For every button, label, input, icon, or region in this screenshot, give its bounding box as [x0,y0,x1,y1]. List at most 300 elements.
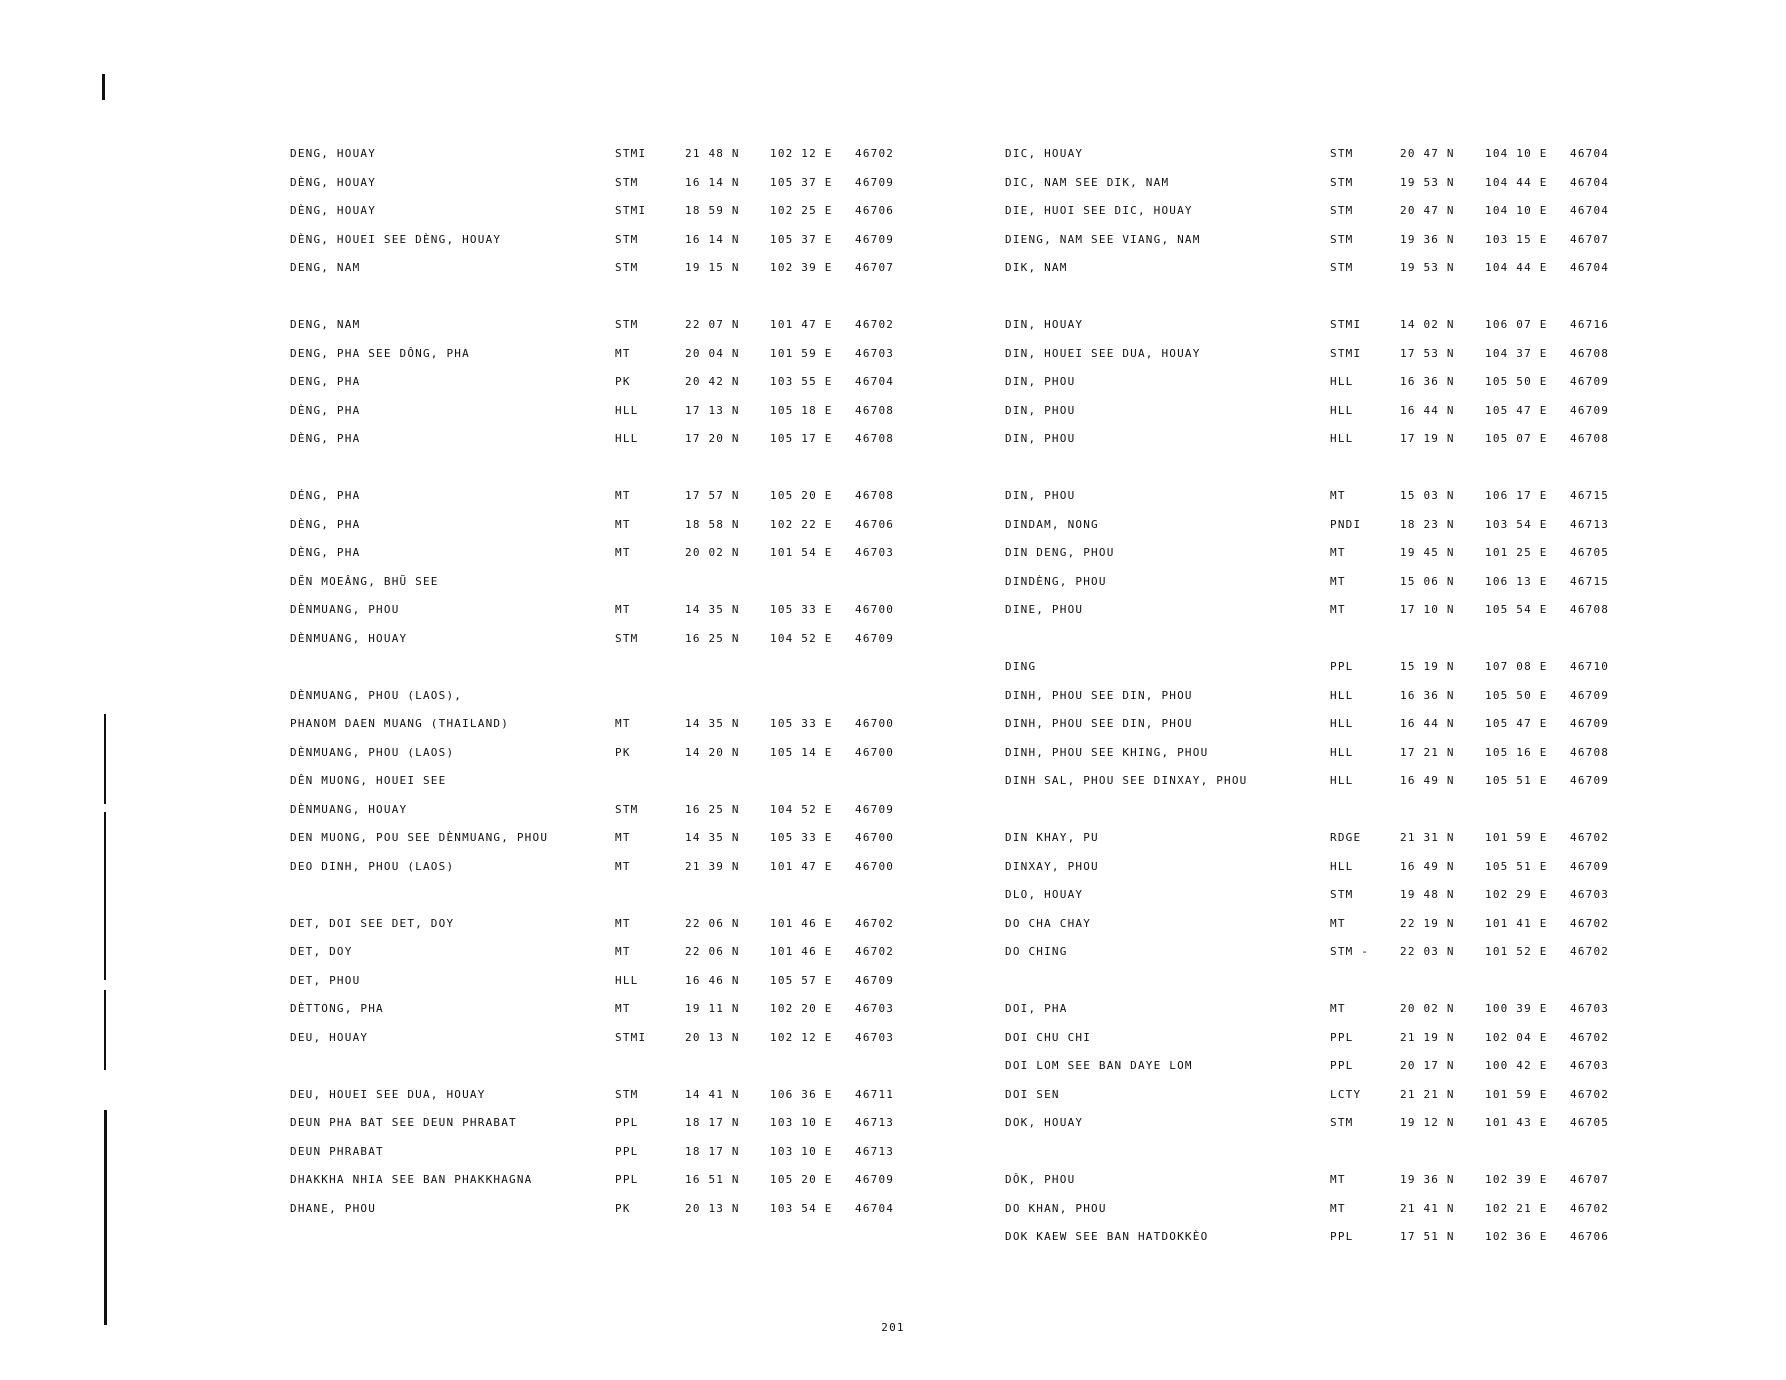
sheet-number: 46707 [1570,1173,1610,1186]
latitude: 20 04 N [685,346,740,360]
sheet-number: 46703 [855,1030,895,1044]
sheet-number: 46709 [855,973,895,987]
sheet-number: 46706 [855,204,895,217]
sheet-number: 46709 [1570,403,1610,417]
gazetteer-entry [290,1202,910,1231]
feature-code: HLL [1330,432,1354,445]
place-name: DẼN MOEÂNG, BHŨ SEE [290,574,439,588]
feature-code: MT [615,346,631,360]
longitude: 101 52 E [1485,945,1548,958]
gazetteer-entry [1005,375,1625,404]
sheet-number: 46709 [1570,774,1610,787]
longitude: 101 47 E [770,859,833,873]
gazetteer-entry [290,261,910,290]
feature-code: MT [1330,1173,1346,1186]
sheet-number: 46705 [1570,546,1610,559]
latitude: 21 31 N [1400,831,1455,844]
latitude: 17 13 N [685,403,740,417]
place-name: DÈNG, PHA [290,403,361,417]
gazetteer-entry [1005,917,1625,946]
place-name: DING [1005,660,1037,673]
place-name: DEO DINH, PHOU (LAOS) [290,859,455,873]
latitude: 20 13 N [685,1201,740,1215]
sheet-number: 46700 [855,859,895,873]
place-name: DINH, PHOU SEE KHING, PHOU [1005,745,1209,759]
entry-spacer [290,888,910,917]
sheet-number: 46709 [1570,859,1610,873]
scan-mark-edge-4 [104,1110,107,1325]
gazetteer-entry [1005,717,1625,746]
feature-code: PPL [1330,1059,1354,1072]
longitude: 105 33 E [770,831,833,844]
place-name: DENG, PHA SEE DÔNG, PHA [290,346,470,360]
latitude: 17 20 N [685,432,740,445]
sheet-number: 46708 [1570,346,1610,360]
gazetteer-entry [1005,147,1625,176]
sheet-number: 46702 [855,147,895,160]
longitude: 103 54 E [1485,517,1548,531]
place-name: DÈNG, HOUAY [290,204,377,217]
place-name: DO CHA CHAY [1005,916,1092,930]
gazetteer-entry [1005,347,1625,376]
place-name: PHANOM DAEN MUANG (THAILAND) [290,717,510,730]
entry-spacer [1005,803,1625,832]
latitude: 18 59 N [685,204,740,217]
longitude: 104 37 E [1485,346,1548,360]
gazetteer-entry [290,689,910,718]
longitude: 105 20 E [770,1173,833,1186]
latitude: 20 13 N [685,1030,740,1044]
latitude: 16 44 N [1400,717,1455,730]
place-name: DOK, HOUAY [1005,1116,1084,1129]
latitude: 17 53 N [1400,346,1455,360]
latitude: 22 03 N [1400,945,1455,958]
feature-code: PK [615,1201,631,1215]
gazetteer-entry [290,774,910,803]
sheet-number: 46707 [1570,232,1610,246]
gazetteer-entry [1005,1002,1625,1031]
gazetteer-entry [1005,774,1625,803]
gazetteer-right-column [1005,147,1625,1259]
feature-code: STM [615,318,639,331]
longitude: 105 20 E [770,489,833,502]
longitude: 105 47 E [1485,403,1548,417]
feature-code: PPL [1330,660,1354,673]
sheet-number: 46703 [855,1002,895,1015]
feature-code: PPL [615,1173,639,1186]
place-name: DENG, NAM [290,261,361,274]
latitude: 21 19 N [1400,1030,1455,1044]
longitude: 105 57 E [770,973,833,987]
gazetteer-entry [1005,945,1625,974]
feature-code: MT [1330,546,1346,559]
latitude: 19 45 N [1400,546,1455,559]
latitude: 19 36 N [1400,232,1455,246]
feature-code: STMI [615,204,647,217]
gazetteer-entry [290,432,910,461]
place-name: DOK KAEW SEE BAN HATDOKKÈO [1005,1230,1209,1243]
longitude: 105 33 E [770,717,833,730]
sheet-number: 46709 [855,175,895,189]
feature-code: HLL [1330,375,1354,388]
latitude: 21 41 N [1400,1201,1455,1215]
latitude: 18 17 N [685,1116,740,1129]
place-name: DIN DENG, PHOU [1005,546,1115,559]
feature-code: MT [615,945,631,958]
place-name: DIN, PHOU [1005,432,1076,445]
gazetteer-entry [1005,575,1625,604]
latitude: 21 48 N [685,147,740,160]
entry-spacer [1005,974,1625,1003]
gazetteer-entry [1005,1202,1625,1231]
place-name: DEU, HOUEI SEE DUA, HOUAY [290,1087,486,1101]
gazetteer-entry [1005,1088,1625,1117]
sheet-number: 46707 [855,261,895,274]
place-name: DOI LOM SEE BAN DAYE LOM [1005,1059,1193,1072]
latitude: 16 36 N [1400,688,1455,702]
longitude: 102 39 E [770,261,833,274]
longitude: 102 12 E [770,1030,833,1044]
latitude: 14 35 N [685,831,740,844]
gazetteer-entry [290,945,910,974]
feature-code: MT [615,489,631,502]
place-name: DÈNMUANG, PHOU [290,603,400,616]
feature-code: STMI [615,147,647,160]
sheet-number: 46703 [1570,888,1610,901]
place-name: DINDÈNG, PHOU [1005,574,1107,588]
gazetteer-entry [290,575,910,604]
gazetteer-entry [290,518,910,547]
gazetteer-entry [1005,660,1625,689]
place-name: DHANE, PHOU [290,1201,377,1215]
feature-code: HLL [1330,774,1354,787]
feature-code: MT [615,831,631,844]
longitude: 101 59 E [1485,831,1548,844]
gazetteer-entry [290,404,910,433]
place-name: DEN MUONG, POU SEE DÈNMUANG, PHOU [290,831,549,844]
gazetteer-entry [290,717,910,746]
place-name: DINXAY, PHOU [1005,859,1099,873]
feature-code: HLL [1330,403,1354,417]
sheet-number: 46702 [1570,916,1610,930]
longitude: 104 10 E [1485,147,1548,160]
gazetteer-entry [290,803,910,832]
longitude: 104 52 E [770,802,833,816]
latitude: 18 17 N [685,1144,740,1158]
sheet-number: 46704 [1570,147,1610,160]
sheet-number: 46702 [1570,945,1610,958]
feature-code: PPL [615,1144,639,1158]
longitude: 105 50 E [1485,688,1548,702]
latitude: 16 14 N [685,232,740,246]
latitude: 16 36 N [1400,375,1455,388]
place-name: DOI SEN [1005,1087,1060,1101]
sheet-number: 46702 [1570,1087,1610,1101]
feature-code: LCTY [1330,1087,1362,1101]
longitude: 104 10 E [1485,204,1548,217]
place-name: DEU, HOUAY [290,1030,369,1044]
place-name: DÈNG, PHA [290,546,361,559]
feature-code: STM [1330,204,1354,217]
sheet-number: 46710 [1570,660,1610,673]
feature-code: HLL [615,973,639,987]
longitude: 105 50 E [1485,375,1548,388]
longitude: 102 04 E [1485,1030,1548,1044]
place-name: DOI CHU CHI [1005,1030,1092,1044]
feature-code: STMI [1330,318,1362,331]
latitude: 19 12 N [1400,1116,1455,1129]
entry-spacer [290,290,910,319]
feature-code: STMI [1330,346,1362,360]
gazetteer-entry [1005,1116,1625,1145]
latitude: 14 02 N [1400,318,1455,331]
feature-code: MT [615,717,631,730]
longitude: 101 46 E [770,945,833,958]
sheet-number: 46700 [855,745,895,759]
sheet-number: 46713 [855,1144,895,1158]
feature-code: PPL [1330,1230,1354,1243]
latitude: 19 48 N [1400,888,1455,901]
sheet-number: 46702 [855,945,895,958]
place-name: DÈNMUANG, PHOU (LAOS), [290,688,463,702]
longitude: 107 08 E [1485,660,1548,673]
feature-code: HLL [615,432,639,445]
gazetteer-entry [290,318,910,347]
sheet-number: 46702 [1570,831,1610,844]
gazetteer-entry [290,1031,910,1060]
sheet-number: 46704 [1570,261,1610,274]
place-name: DÔK, PHOU [1005,1173,1076,1186]
longitude: 105 16 E [1485,745,1548,759]
entry-spacer [1005,1145,1625,1174]
latitude: 17 57 N [685,489,740,502]
place-name: DET, DOY [290,945,353,958]
gazetteer-entry [290,917,910,946]
feature-code: PK [615,745,631,759]
longitude: 101 46 E [770,916,833,930]
feature-code: STM [615,261,639,274]
place-name: DENG, HOUAY [290,147,377,160]
longitude: 101 41 E [1485,916,1548,930]
longitude: 106 07 E [1485,318,1548,331]
sheet-number: 46708 [1570,603,1610,616]
feature-code: MT [615,517,631,531]
sheet-number: 46708 [855,432,895,445]
entry-spacer [1005,632,1625,661]
longitude: 105 51 E [1485,859,1548,873]
place-name: DIN KHAY, PU [1005,831,1099,844]
latitude: 15 03 N [1400,489,1455,502]
place-name: DÈNMUANG, HOUAY [290,631,408,645]
latitude: 21 39 N [685,859,740,873]
longitude: 100 42 E [1485,1059,1548,1072]
gazetteer-entry [290,176,910,205]
place-name: DÈNMUANG, HOUAY [290,802,408,816]
gazetteer-entry [1005,860,1625,889]
sheet-number: 46709 [855,802,895,816]
latitude: 16 51 N [685,1173,740,1186]
longitude: 105 37 E [770,175,833,189]
sheet-number: 46704 [1570,204,1610,217]
latitude: 19 15 N [685,261,740,274]
place-name: DIENG, NAM SEE VIANG, NAM [1005,232,1201,246]
latitude: 22 07 N [685,318,740,331]
sheet-number: 46703 [855,346,895,360]
feature-code: MT [615,603,631,616]
place-name: DIC, NAM SEE DIK, NAM [1005,175,1170,189]
place-name: DÊN MUONG, HOUEI SEE [290,774,447,787]
gazetteer-entry [290,546,910,575]
longitude: 102 22 E [770,517,833,531]
gazetteer-entry [1005,1230,1625,1259]
longitude: 106 36 E [770,1087,833,1101]
longitude: 103 10 E [770,1116,833,1129]
place-name: DIC, HOUAY [1005,147,1084,160]
place-name: DÈNMUANG, PHOU (LAOS) [290,745,455,759]
gazetteer-entry [290,746,910,775]
place-name: DIN, PHOU [1005,489,1076,502]
longitude: 105 07 E [1485,432,1548,445]
sheet-number: 46709 [1570,717,1610,730]
gazetteer-entry [290,860,910,889]
feature-code: STM - [1330,945,1370,958]
longitude: 102 39 E [1485,1173,1548,1186]
longitude: 105 18 E [770,403,833,417]
sheet-number: 46709 [855,232,895,246]
gazetteer-entry [1005,689,1625,718]
feature-code: MT [1330,916,1346,930]
gazetteer-entry [1005,489,1625,518]
longitude: 101 43 E [1485,1116,1548,1129]
gazetteer-entry [290,632,910,661]
scan-mark-top [102,74,105,100]
gazetteer-entry [1005,603,1625,632]
gazetteer-entry [290,974,910,1003]
place-name: DINH SAL, PHOU SEE DINXAY, PHOU [1005,774,1248,787]
longitude: 103 54 E [770,1201,833,1215]
gazetteer-entry [1005,233,1625,262]
sheet-number: 46704 [855,1201,895,1215]
latitude: 19 53 N [1400,175,1455,189]
feature-code: STM [1330,1116,1354,1129]
latitude: 20 17 N [1400,1059,1455,1072]
gazetteer-entry [1005,1173,1625,1202]
sheet-number: 46709 [855,631,895,645]
feature-code: PNDI [1330,517,1362,531]
longitude: 103 55 E [770,375,833,388]
latitude: 20 02 N [1400,1002,1455,1015]
feature-code: MT [615,916,631,930]
latitude: 17 10 N [1400,603,1455,616]
place-name: DÈNG, PHA [290,432,361,445]
feature-code: STM [1330,232,1354,246]
latitude: 18 58 N [685,517,740,531]
place-name: DENG, NAM [290,318,361,331]
latitude: 14 20 N [685,745,740,759]
feature-code: STM [615,175,639,189]
gazetteer-left-column [290,147,910,1230]
longitude: 100 39 E [1485,1002,1548,1015]
longitude: 105 14 E [770,745,833,759]
gazetteer-entry [290,1145,910,1174]
gazetteer-entry [1005,318,1625,347]
entry-spacer [1005,461,1625,490]
latitude: 17 21 N [1400,745,1455,759]
sheet-number: 46705 [1570,1116,1610,1129]
feature-code: HLL [615,403,639,417]
latitude: 18 23 N [1400,517,1455,531]
sheet-number: 46715 [1570,489,1610,502]
longitude: 102 36 E [1485,1230,1548,1243]
feature-code: HLL [1330,859,1354,873]
feature-code: PPL [1330,1030,1354,1044]
feature-code: MT [615,859,631,873]
gazetteer-entry [290,347,910,376]
gazetteer-entry [1005,831,1625,860]
sheet-number: 46706 [1570,1230,1610,1243]
sheet-number: 46713 [855,1116,895,1129]
sheet-number: 46704 [855,375,895,388]
place-name: DÈNG, HOUEI SEE DÈNG, HOUAY [290,232,502,246]
feature-code: STM [615,802,639,816]
feature-code: STM [1330,147,1354,160]
place-name: DET, PHOU [290,973,361,987]
feature-code: MT [615,546,631,559]
longitude: 103 15 E [1485,232,1548,246]
longitude: 105 37 E [770,232,833,246]
latitude: 14 35 N [685,717,740,730]
feature-code: HLL [1330,745,1354,759]
latitude: 19 53 N [1400,261,1455,274]
sheet-number: 46715 [1570,574,1610,588]
place-name: DIN, HOUAY [1005,318,1084,331]
sheet-number: 46708 [855,403,895,417]
longitude: 105 33 E [770,603,833,616]
sheet-number: 46708 [855,489,895,502]
gazetteer-entry [290,489,910,518]
longitude: 106 13 E [1485,574,1548,588]
entry-spacer [290,660,910,689]
latitude: 20 47 N [1400,204,1455,217]
feature-code: PK [615,375,631,388]
latitude: 22 19 N [1400,916,1455,930]
sheet-number: 46700 [855,603,895,616]
latitude: 15 19 N [1400,660,1455,673]
place-name: DEUN PHA BAT SEE DEUN PHRABAT [290,1116,517,1129]
longitude: 102 21 E [1485,1201,1548,1215]
latitude: 16 46 N [685,973,740,987]
longitude: 101 25 E [1485,546,1548,559]
longitude: 105 54 E [1485,603,1548,616]
place-name: DÈNG, HOUAY [290,175,377,189]
scan-mark-edge-3 [104,990,106,1070]
entry-spacer [290,1059,910,1088]
feature-code: STM [615,631,639,645]
longitude: 102 25 E [770,204,833,217]
sheet-number: 46706 [855,517,895,531]
place-name: DINDAM, NONG [1005,517,1099,531]
gazetteer-entry [1005,1031,1625,1060]
sheet-number: 46709 [1570,375,1610,388]
gazetteer-entry [290,831,910,860]
longitude: 101 54 E [770,546,833,559]
longitude: 102 29 E [1485,888,1548,901]
sheet-number: 46703 [1570,1059,1610,1072]
longitude: 101 47 E [770,318,833,331]
gazetteer-entry [290,1116,910,1145]
latitude: 14 41 N [685,1087,740,1101]
place-name: DÈNG, PHA [290,517,361,531]
